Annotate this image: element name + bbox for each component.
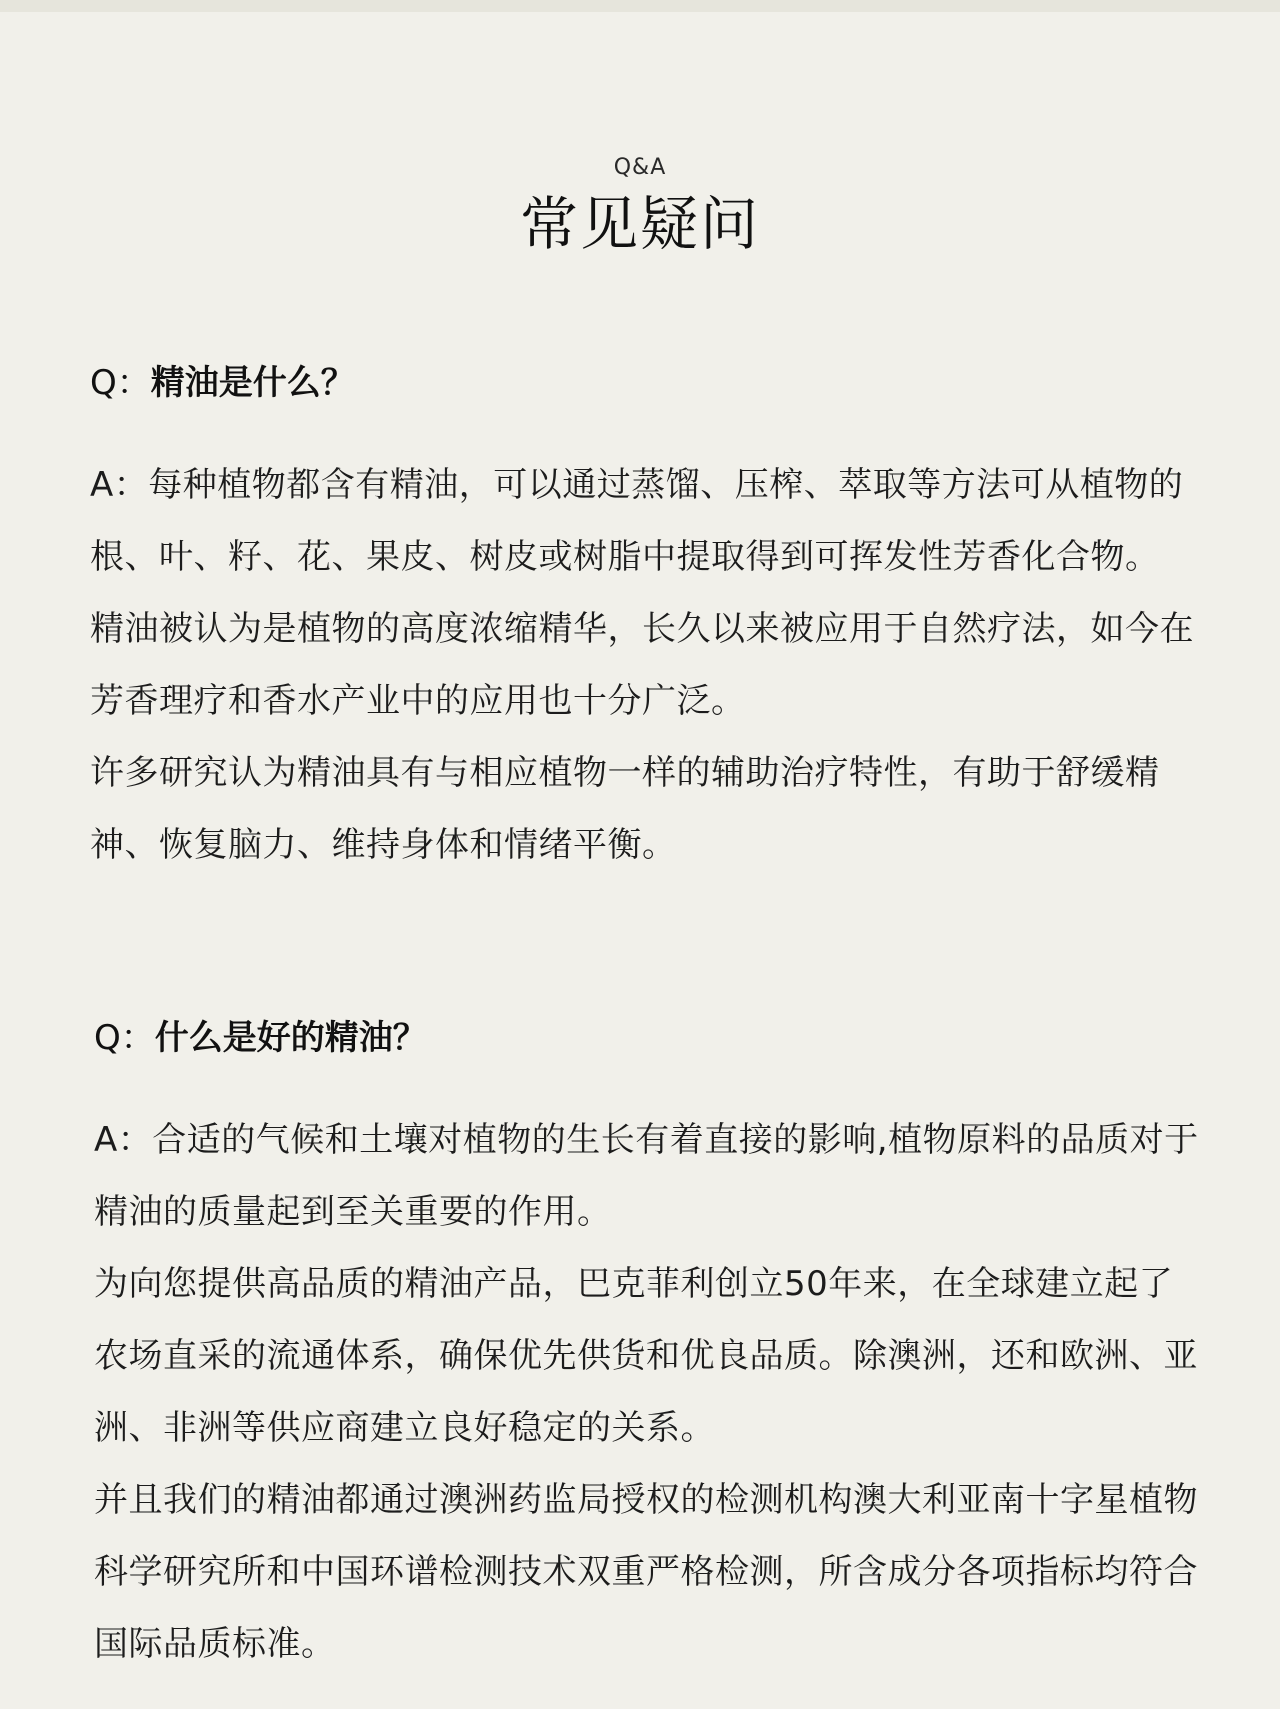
faq-question [90, 359, 1200, 407]
answer-paragraph: 为向您提供高品质的精油产品，巴克菲利创立50年来，在全球建立起了农场直采的流通体系，确保优先供货和优良品质。除澳洲，还和欧洲、亚洲、非洲等供应商建立良好稳定的关系。 [94, 1264, 1198, 1448]
question-prefix: Q： [94, 1018, 155, 1058]
answer-prefix: A： [94, 1120, 153, 1160]
page-title: 常见疑问 [519, 190, 760, 258]
answer-paragraph: 许多研究认为精油具有与相应植物一样的辅助治疗特性，有助于舒缓精神、恢复脑力、维持身体和情绪平衡。 [90, 753, 1160, 865]
answer-paragraph: 精油被认为是植物的高度浓缩精华，长久以来被应用于自然疗法，如今在芳香理疗和香水产业中的应用也十分广泛。 [90, 609, 1194, 721]
answer-paragraph: A：每种植物都含有精油，可以通过蒸馏、压榨、萃取等方法可从植物的根、叶、籽、花、果皮、树皮或树脂中提取得到可挥发性芳香化合物。 [90, 465, 1184, 577]
page-header [0, 152, 1280, 260]
qa-eyebrow: Q&A [613, 155, 667, 180]
question-text: 精油是什么？ [150, 363, 355, 403]
answer-paragraph: A：合适的气候和土壤对植物的生长有着直接的影响,植物原料的品质对于精油的质量起到至关重要的作用。 [94, 1120, 1199, 1232]
top-divider [0, 0, 1280, 12]
faq-answer [94, 1104, 1204, 1680]
question-text: 什么是好的精油？ [154, 1018, 427, 1058]
faq-answer [90, 449, 1200, 881]
answer-paragraph: 并且我们的精油都通过澳洲药监局授权的检测机构澳大利亚南十字星植物科学研究所和中国环谱检测技术双重严格检测，所含成分各项指标均符合国际品质标准。 [94, 1480, 1198, 1664]
faq-item-1 [90, 359, 1200, 881]
faq-question [94, 1014, 1204, 1062]
faq-item-2 [94, 1014, 1204, 1680]
answer-prefix: A： [90, 465, 149, 505]
question-prefix: Q： [90, 363, 151, 403]
